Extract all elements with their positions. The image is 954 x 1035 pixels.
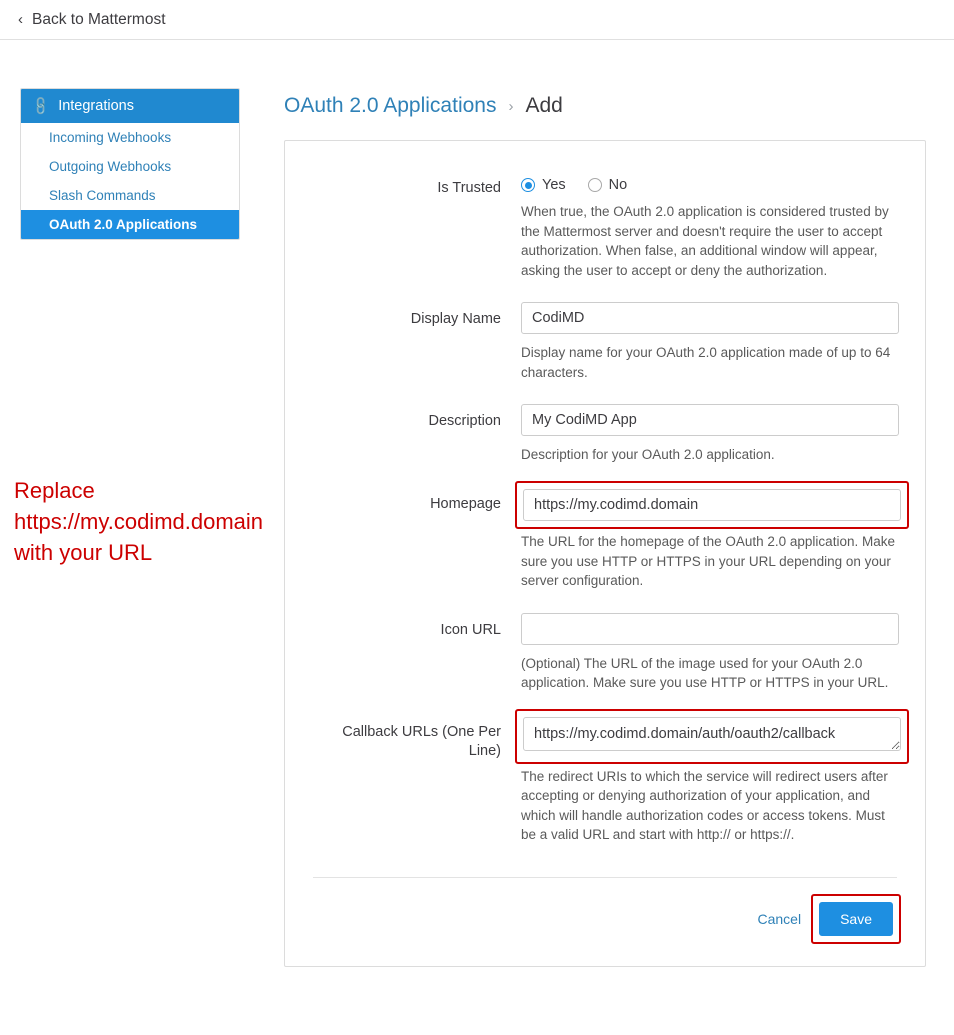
sidebar-item-slash-commands[interactable] (21, 181, 239, 210)
sidebar-item-oauth-applications[interactable] (21, 210, 239, 239)
homepage-highlight-box (515, 481, 909, 529)
is-trusted-radio-yes[interactable] (521, 177, 566, 193)
icon-url-input[interactable] (521, 613, 899, 645)
sidebar-item-outgoing-webhooks[interactable] (21, 152, 239, 181)
sidebar-header-label: Integrations (58, 98, 134, 114)
sidebar-item-incoming-webhooks[interactable] (21, 123, 239, 152)
is-trusted-label: Is Trusted (437, 180, 501, 196)
form-row-homepage (313, 487, 897, 609)
is-trusted-field (521, 171, 897, 298)
form-row-display-name (313, 302, 897, 400)
save-button[interactable]: Save (819, 902, 893, 936)
icon-url-label: Icon URL (440, 621, 501, 638)
sidebar-item-label: Slash Commands (49, 188, 156, 203)
display-name-field (521, 302, 899, 400)
form-row-callback-urls (313, 715, 897, 863)
chevron-right-icon: › (508, 97, 514, 115)
homepage-help: The URL for the homepage of the OAuth 2.0 application. Make sure you use HTTP or HTTPS in your URL depending on your server configuration. (521, 533, 895, 589)
callback-urls-highlight-box (515, 709, 909, 764)
sidebar-box (20, 88, 240, 240)
homepage-label: Homepage (430, 495, 501, 512)
is-trusted-yes-label: Yes (542, 177, 566, 193)
description-input[interactable] (521, 404, 899, 436)
callback-urls-help: The redirect URIs to which the service will redirect users after accepting or denying authorization of your application, and which will handle authorization codes or access tokens. Must be a valid URL and start with http:// or https://. (521, 768, 888, 843)
display-name-label: Display Name (410, 311, 501, 328)
is-trusted-help: When true, the OAuth 2.0 application is considered trusted by the Mattermost server and doesn't require the user to accept authorization. When false, an additional window will appear, asking the user to accept or deny the authorization. (521, 204, 889, 278)
callback-urls-label: Callback URLs (One Per Line) (342, 723, 501, 760)
save-highlight-box (811, 894, 901, 944)
display-name-input[interactable] (521, 302, 899, 334)
back-to-mattermost-bar[interactable] (0, 0, 954, 40)
annotation-text: Replace https://my.codimd.domain with your URL (14, 478, 264, 565)
callback-urls-field (521, 715, 903, 863)
main-content (240, 88, 954, 967)
form-actions (313, 878, 897, 948)
homepage-input[interactable] (523, 489, 901, 521)
callback-urls-textarea[interactable] (523, 717, 901, 751)
breadcrumb-parent-link[interactable]: OAuth 2.0 Applications (284, 94, 497, 117)
is-trusted-radio-group (521, 171, 897, 193)
radio-unselected-icon (588, 178, 602, 192)
sidebar-item-label: Incoming Webhooks (49, 130, 172, 145)
form-row-description (313, 404, 897, 483)
description-field (521, 404, 899, 483)
sidebar-header-integrations[interactable] (21, 89, 239, 123)
display-name-help: Display name for your OAuth 2.0 application made of up to 64 characters. (521, 345, 891, 380)
form-row-is-trusted (313, 171, 897, 298)
description-label: Description (428, 413, 501, 430)
link-icon: 🔗 (29, 94, 52, 117)
oauth-application-form-card (284, 140, 926, 967)
icon-url-field (521, 613, 899, 711)
is-trusted-no-label: No (608, 177, 628, 193)
icon-url-help: (Optional) The URL of the image used for your OAuth 2.0 application. Make sure you use HTTP or HTTPS in your URL. (521, 655, 889, 691)
back-to-mattermost-label: Back to Mattermost (32, 10, 166, 28)
breadcrumb-current: Add (525, 94, 563, 117)
is-trusted-radio-no[interactable] (588, 177, 628, 193)
chevron-left-icon: ‹ (18, 11, 23, 28)
sidebar-item-label: OAuth 2.0 Applications (49, 217, 198, 232)
breadcrumb (284, 94, 926, 118)
homepage-field (521, 487, 903, 609)
form-row-icon-url (313, 613, 897, 711)
description-help: Description for your OAuth 2.0 application. (521, 447, 775, 463)
radio-selected-icon (521, 178, 535, 192)
sidebar-item-label: Outgoing Webhooks (49, 159, 172, 174)
cancel-button[interactable]: Cancel (757, 911, 802, 927)
